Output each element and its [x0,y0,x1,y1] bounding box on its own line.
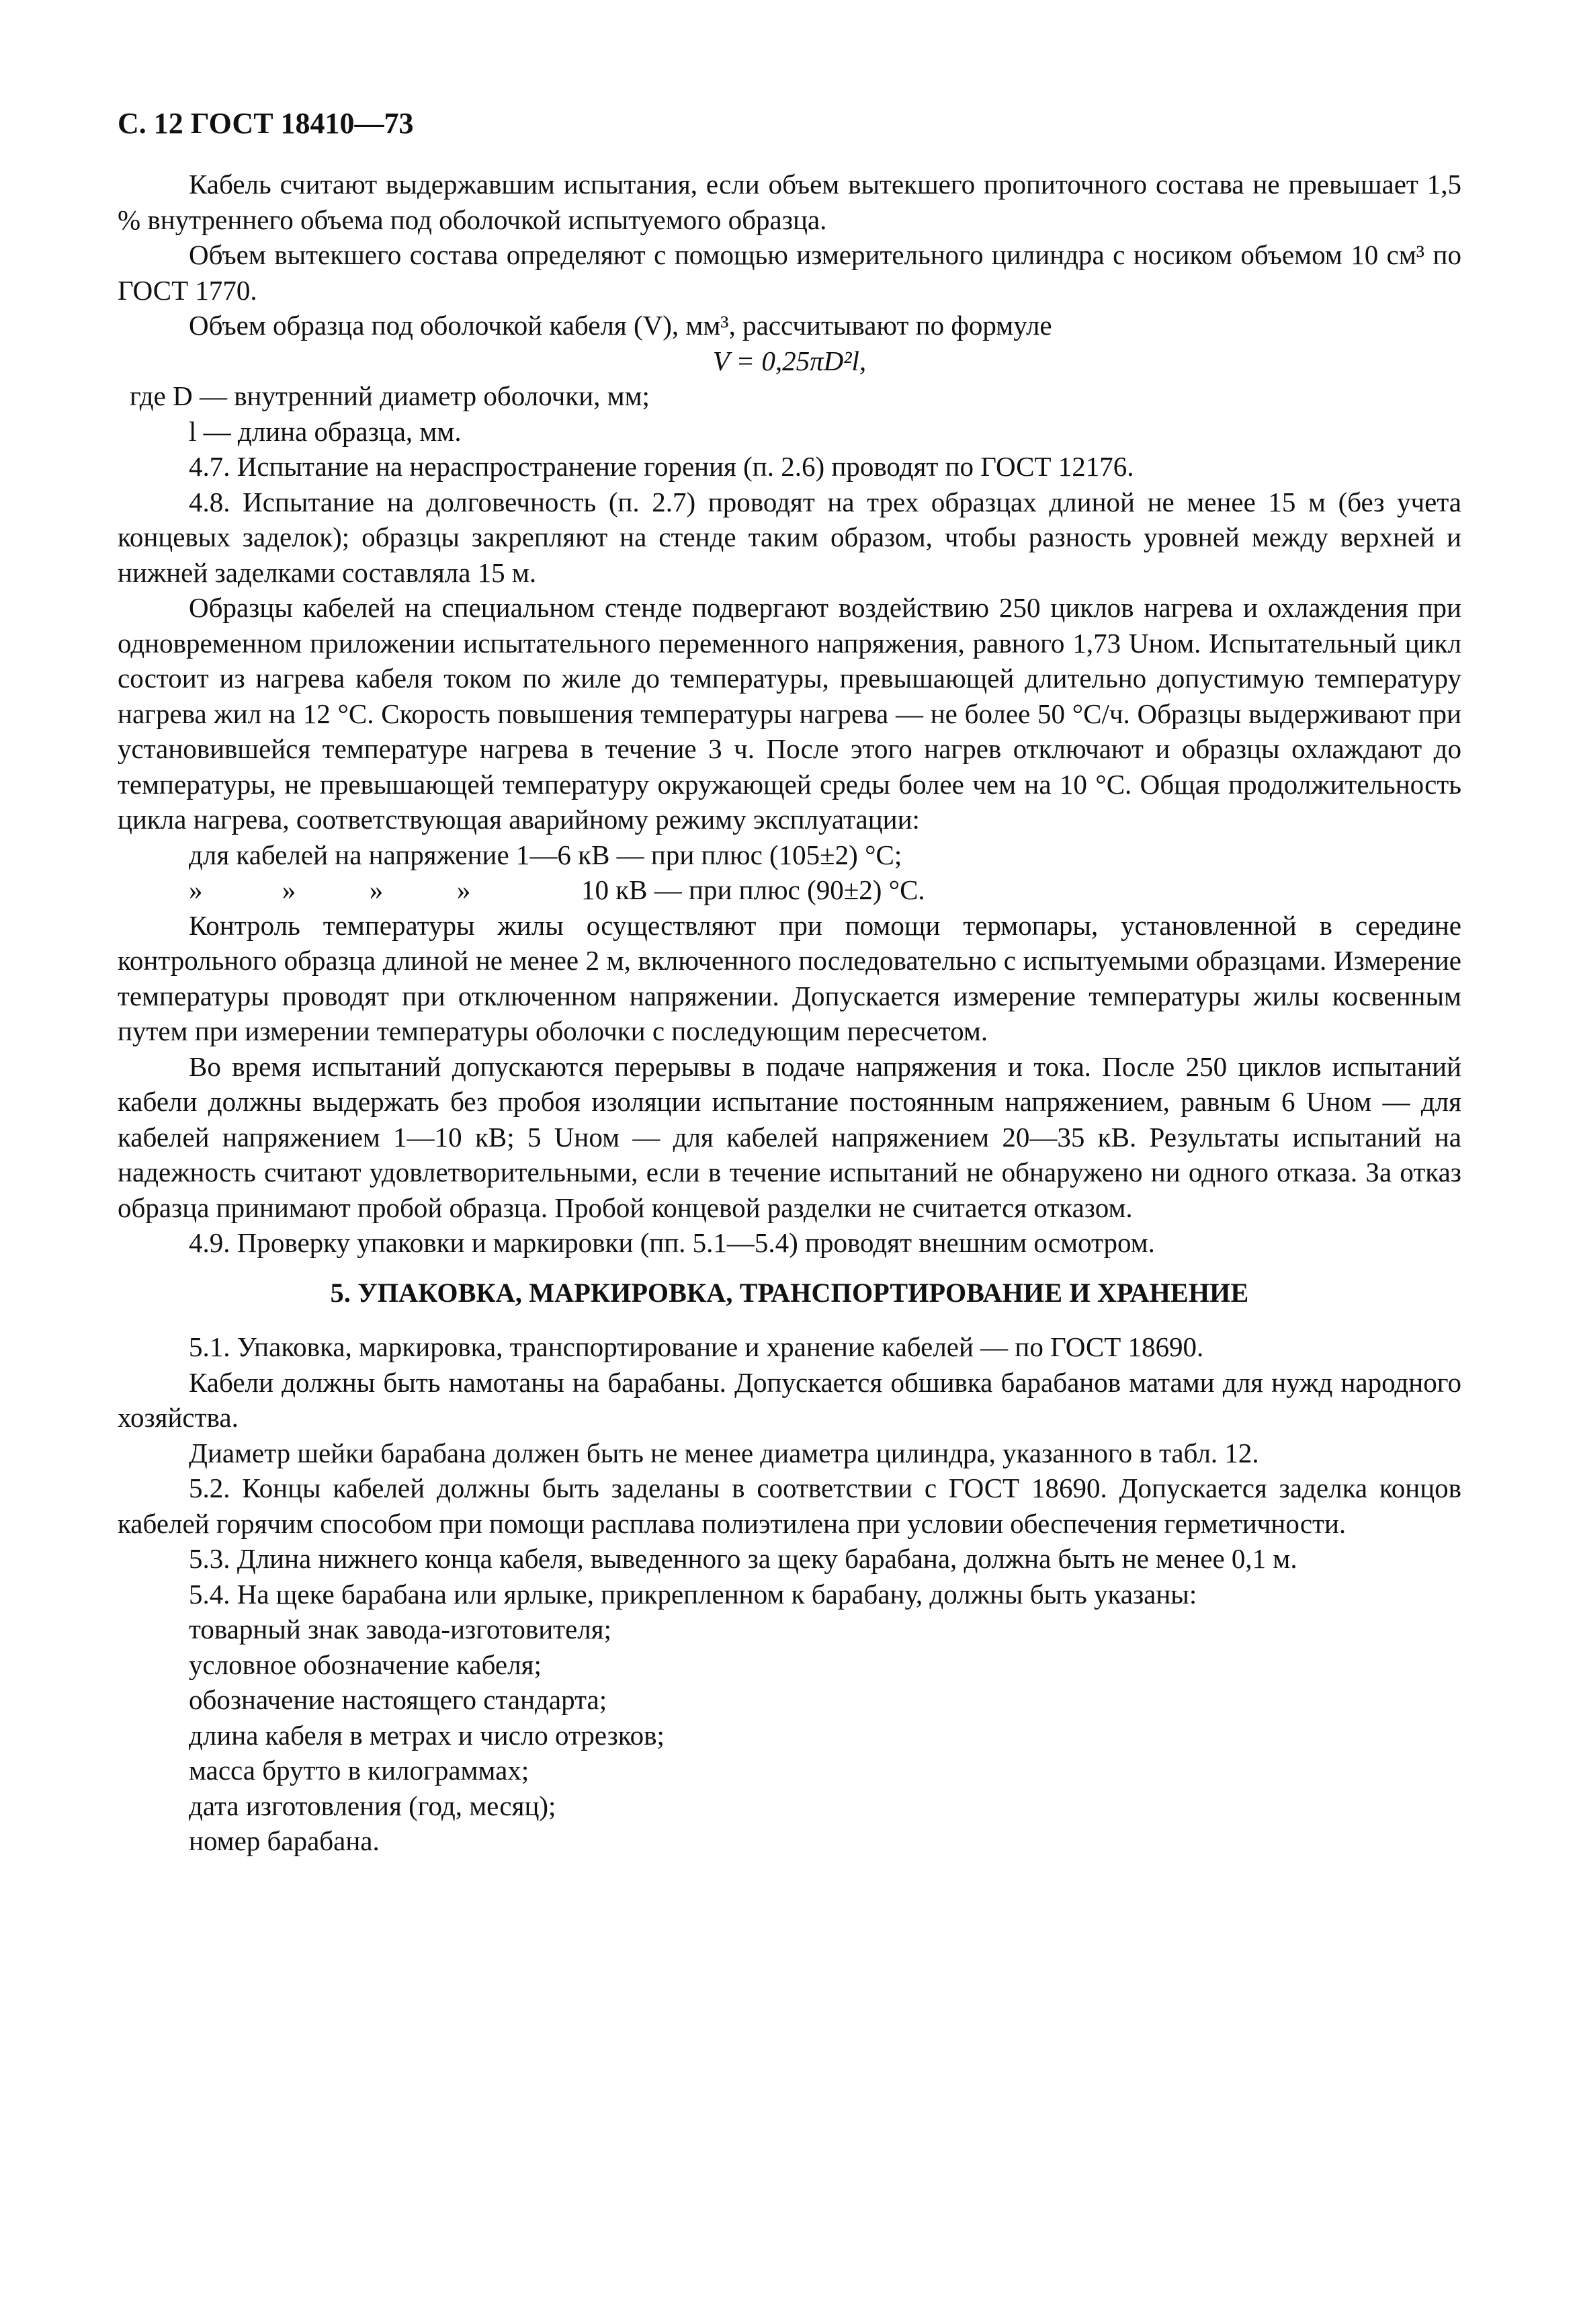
list-item-ditto [118,872,1461,908]
formula-legend-item: где D — внутренний диаметр оболочки, мм; [130,380,650,411]
list-item: для кабелей на напряжение 1—6 кВ — при плюс (105±2) °С; [189,839,902,870]
page-header: С. 12 ГОСТ 18410—73 [118,107,414,140]
list-item: номер барабана. [189,1825,380,1856]
document-body [118,167,1461,1859]
clause-5-4: 5.4. На щеке барабана или ярлыке, прикрепленном к барабану, должны быть указаны: [189,1578,1197,1610]
paragraph: Диаметр шейки барабана должен быть не менее диаметра цилиндра, указанного в табл. 12. [189,1437,1259,1468]
clause-5-2: 5.2. Концы кабелей должны быть заделаны в соответствии с ГОСТ 18690. Допускается заделка концов кабелей горячим способом при помощи расплава полиэтилена при условии обеспечения герметичности. [118,1472,1461,1539]
clause-5-3: 5.3. Длина нижнего конца кабеля, выведенного за щеку барабана, должна быть не менее 0,1 м. [189,1543,1297,1574]
section-heading: 5. УПАКОВКА, МАРКИРОВКА, ТРАНСПОРТИРОВАНИЕ И ХРАНЕНИЕ [330,1277,1249,1308]
list-item: длина кабеля в метрах и число отрезков; [189,1719,665,1751]
formula-legend-item: l — длина образца, мм. [189,415,462,447]
ditto-mark: » [189,874,203,905]
list-item: условное обозначение кабеля; [189,1649,542,1680]
formula: V = 0,25πD²l, [712,345,867,376]
clause-4-9: 4.9. Проверку упаковки и маркировки (пп. 5.1—5.4) проводят внешним осмотром. [189,1227,1155,1258]
ditto-mark: » [282,874,296,905]
list-item: масса брутто в килограммах; [189,1755,529,1786]
list-item: обозначение настоящего стандарта; [189,1684,607,1715]
paragraph: Образцы кабелей на специальном стенде подвергают воздействию 250 циклов нагрева и охлаждения при одновременном приложении испытательного переменного напряжения, равного 1,73 Uном. Испытательный цикл состоит из нагрева кабеля током по жиле до температуры, превышающей длительно допустимую температуру нагрева жил на 12 °С. Скорость повышения температуры нагрева — не более 50 °С/ч. Образцы выдерживают при установившейся температуре нагрева в течение 3 ч. После этого нагрев отключают и образцы охлаждают до температуры, не превышающей температуру окружающей среды более чем на 10 °С. Общая продолжительность цикла нагрева, соответствующая аварийному режиму эксплуатации: [118,592,1461,835]
clause-5-1: 5.1. Упаковка, маркировка, транспортирование и хранение кабелей — по ГОСТ 18690. [189,1331,1204,1362]
paragraph: Контроль температуры жилы осуществляют при помощи термопары, установленной в середине контрольного образца длиной не менее 2 м, включенного последовательно с испытуемыми образцами. Измерение температуры проводят при отключенном напряжении. Допускается измерение температуры жилы косвенным путем при измерении температуры оболочки с последующим пересчетом. [118,909,1461,1046]
ditto-mark: » [369,874,384,905]
clause-4-7: 4.7. Испытание на нераспространение горения (п. 2.6) проводят по ГОСТ 12176. [189,451,1134,482]
list-item: товарный знак завода-изготовителя; [189,1614,611,1645]
paragraph: Во время испытаний допускаются перерывы в подаче напряжения и тока. После 250 циклов испытаний кабели должны выдержать без пробоя изоляции испытание постоянным напряжением, равным 6 Uном — для кабелей напряжением 1—10 кВ; 5 Uном — для кабелей напряжением 20—35 кВ. Результаты испытаний на надежность считают удовлетворительными, если в течение испытаний не обнаружено ни одного отказа. За отказ образца принимают пробой образца. Пробой концевой разделки не считается отказом. [118,1050,1461,1223]
paragraph: Объем образца под оболочкой кабеля (V), мм³, рассчитывают по формуле [189,310,1052,341]
paragraph: Кабель считают выдержавшим испытания, если объем вытекшего пропиточного состава не превышает 1,5 % внутреннего объема под оболочкой испытуемого образца. [118,169,1461,235]
paragraph: Объем вытекшего состава определяют с помощью измерительного цилиндра с носиком объемом 10 см³ по ГОСТ 1770. [118,239,1461,306]
paragraph: Кабели должны быть намотаны на барабаны. Допускается обшивка барабанов матами для нужд народного хозяйства. [118,1366,1461,1433]
clause-4-8: 4.8. Испытание на долговечность (п. 2.7) проводят на трех образцах длиной не менее 15 м (без учета концевых заделок); образцы закрепляют на стенде таким образом, чтобы разность уровней между верхней и нижней заделками составляла 15 м. [118,486,1461,588]
list-item: дата изготовления (год, месяц); [189,1790,556,1821]
list-item-text: 10 кВ — при плюс (90±2) °С. [581,874,925,905]
ditto-mark: » [456,874,471,905]
